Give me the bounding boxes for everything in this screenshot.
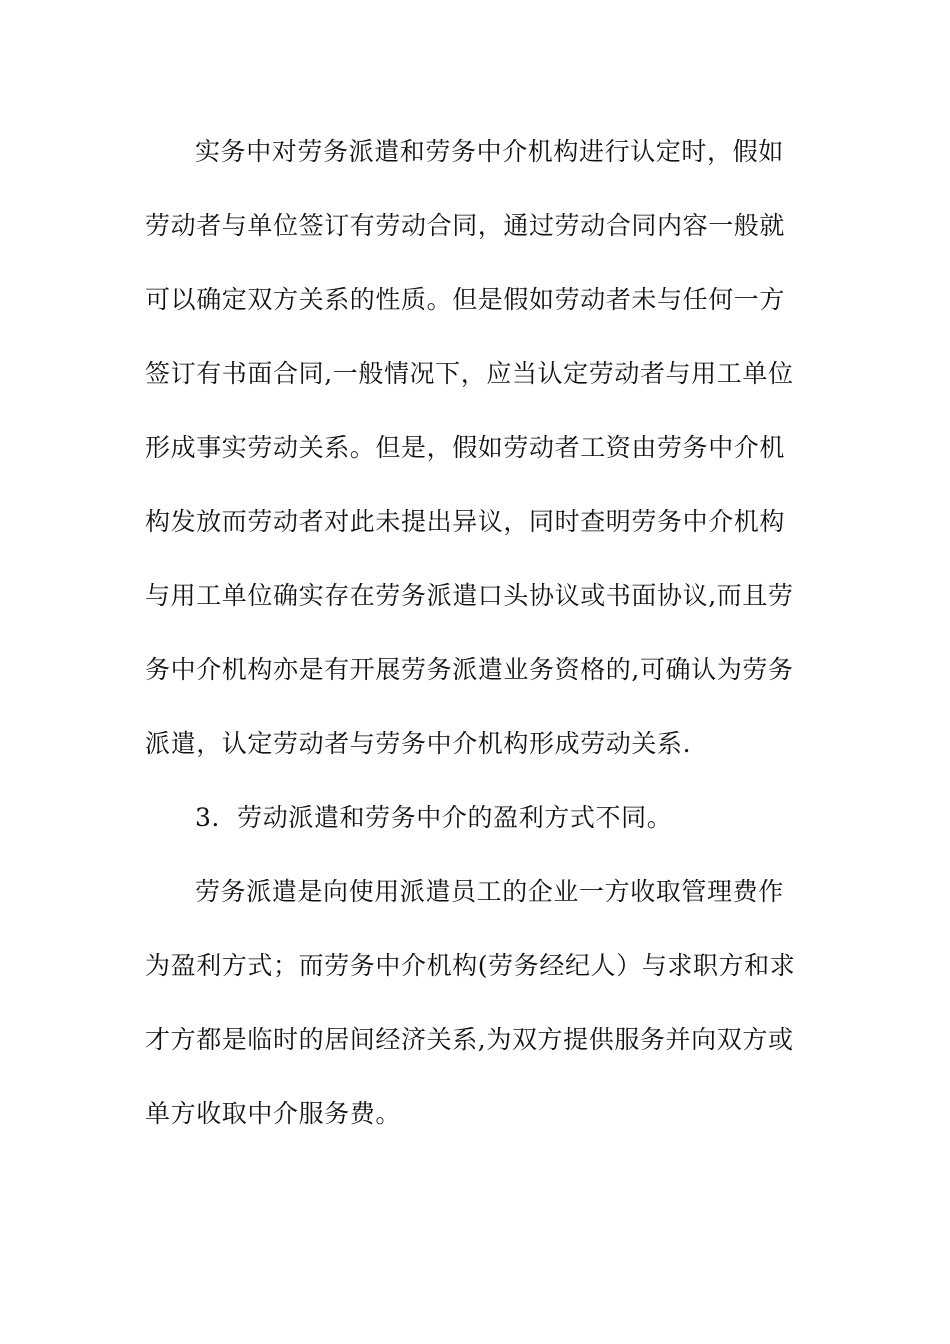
text-line: 为盈利方式；而劳务中介机构(劳务经纪人）与求职方和求 <box>145 951 796 980</box>
text-line: 劳动者与单位签订有劳动合同，通过劳动合同内容一般就 <box>145 211 786 240</box>
text-line: 可以确定双方关系的性质。但是假如劳动者未与任何一方 <box>145 285 786 314</box>
text-line: 实务中对劳务派遣和劳务中介机构进行认定时，假如 <box>195 137 784 166</box>
text-line: 才方都是临时的居间经济关系,为双方提供服务并向双方或 <box>145 1025 794 1054</box>
heading-line: 3．劳动派遣和劳务中介的盈利方式不同。 <box>195 803 673 832</box>
paragraph-recognition <box>145 127 797 793</box>
paragraph-profit-model <box>145 867 797 1163</box>
text-line: 务中介机构亦是有开展劳务派遣业务资格的,可确认为劳务 <box>145 655 794 684</box>
text-line: 签订有书面合同,一般情况下，应当认定劳动者与用工单位 <box>145 359 794 388</box>
text-line: 构发放而劳动者对此未提出异议，同时查明劳务中介机构 <box>145 507 786 536</box>
text-line: 与用工单位确实存在劳务派遣口头协议或书面协议,而且劳 <box>145 581 794 610</box>
text-line: 单方收取中介服务费。 <box>145 1099 402 1128</box>
text-line: 劳务派遣是向使用派遣员工的企业一方收取管理费作 <box>195 877 784 906</box>
document-body <box>145 127 797 1163</box>
text-line: 派遣，认定劳动者与劳务中介机构形成劳动关系. <box>145 729 692 758</box>
text-line: 形成事实劳动关系。但是，假如劳动者工资由劳务中介机 <box>145 433 786 462</box>
section-heading <box>145 793 797 867</box>
